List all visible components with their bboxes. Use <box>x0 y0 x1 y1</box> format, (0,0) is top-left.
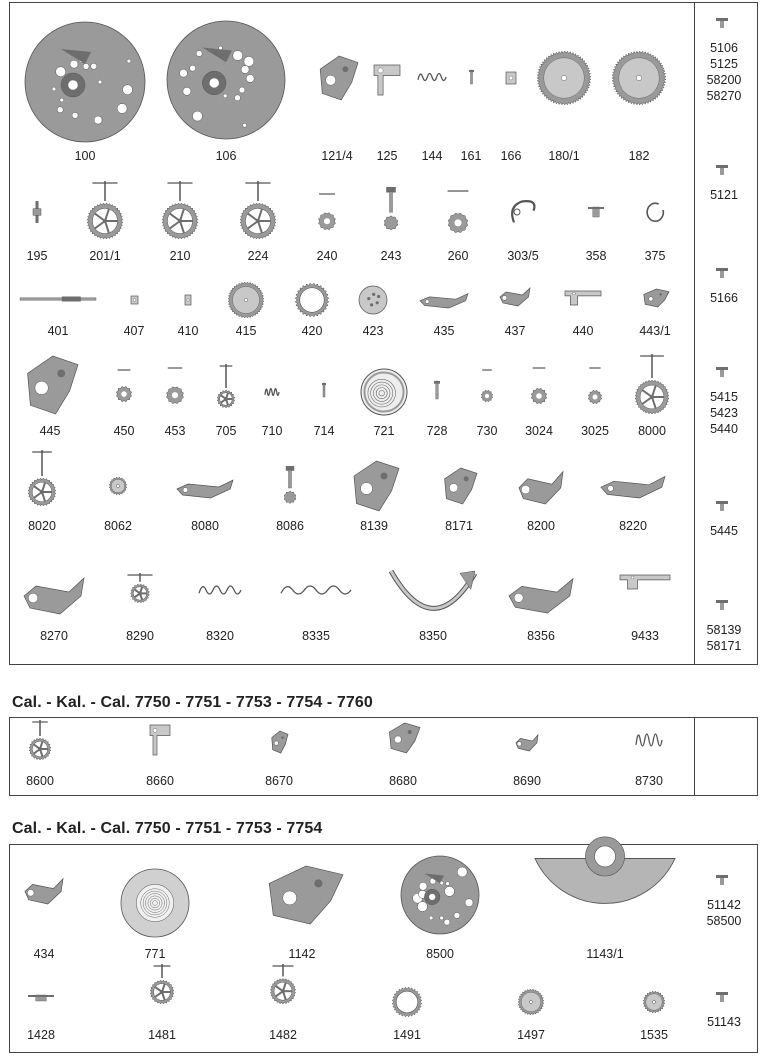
part-number-label: 705 <box>215 424 237 438</box>
screw-numbers <box>689 40 759 104</box>
screw-number-label: 5121 <box>710 188 738 202</box>
part-number-label: 1481 <box>148 1028 176 1042</box>
s1-part-375-illustration <box>646 202 664 222</box>
part-number-label: 1482 <box>269 1028 297 1042</box>
screw-number-label: 5125 <box>710 57 738 71</box>
s1-part-8270-illustration <box>24 574 84 614</box>
s3-part-1491-illustration <box>392 987 422 1017</box>
s1-part-210-illustration <box>162 181 198 239</box>
part-number-label: 1142 <box>288 947 316 961</box>
screw-number-label: 51142 <box>707 898 741 912</box>
s1-part-260-illustration <box>445 189 471 235</box>
screw-number-label: 58139 <box>706 623 742 637</box>
screw-number-label: 51143 <box>707 1015 741 1029</box>
part-number-label: 1497 <box>517 1028 545 1042</box>
part-number-label: 125 <box>376 149 398 163</box>
part-number-label: 8690 <box>513 774 541 788</box>
s1-part-437-illustration <box>500 286 530 306</box>
s1-part-420-illustration <box>295 283 329 317</box>
screw-number-label: 58200 <box>706 73 742 87</box>
part-number-label: 8000 <box>638 424 666 438</box>
part-number-label: 303/5 <box>507 249 539 263</box>
s1-part-8220-illustration <box>601 474 665 498</box>
screw-number-label: 5445 <box>710 524 738 538</box>
s3-part-1142-illustration <box>261 866 343 924</box>
s1-part-728-illustration <box>434 381 440 399</box>
part-number-label: 453 <box>164 424 186 438</box>
screw-numbers <box>689 187 759 203</box>
part-number-label: 8350 <box>419 629 447 643</box>
s3-part-771-illustration <box>121 869 189 937</box>
s1-part-9433-illustration <box>620 575 670 589</box>
s3-part-434-illustration <box>25 876 63 904</box>
s1-part-705-illustration <box>217 364 235 408</box>
s2-part-8730-illustration <box>636 728 662 752</box>
s3-part-1428-illustration <box>28 995 54 1001</box>
screw-icon <box>716 18 728 28</box>
s1-part-8086-illustration <box>283 466 297 506</box>
s1-part-358-illustration <box>588 207 604 217</box>
part-number-label: 1428 <box>27 1028 55 1042</box>
s1-part-445-illustration <box>22 356 78 414</box>
part-number-label: 8670 <box>265 774 293 788</box>
part-number-label: 8270 <box>40 629 68 643</box>
screw-numbers <box>689 389 759 437</box>
s2-part-8680-illustration <box>386 723 420 753</box>
s1-part-407-illustration <box>131 296 138 304</box>
part-number-label: 721 <box>373 424 395 438</box>
part-number-label: 3025 <box>581 424 609 438</box>
part-number-label: 8080 <box>191 519 219 533</box>
part-number-label: 375 <box>644 249 666 263</box>
part-number-label: 1535 <box>640 1028 668 1042</box>
part-number-label: 201/1 <box>89 249 121 263</box>
screw-number-label: 5415 <box>710 390 738 404</box>
s1-part-180-1-illustration <box>537 51 591 105</box>
s1-part-8290-illustration <box>122 573 158 603</box>
s2-part-8660-illustration <box>150 725 170 755</box>
part-number-label: 730 <box>476 424 498 438</box>
s1-part-714-illustration <box>322 383 326 397</box>
screw-number-label: 58171 <box>706 639 742 653</box>
screw-numbers <box>689 290 759 306</box>
s1-part-182-illustration <box>612 51 666 105</box>
s2-part-8690-illustration <box>516 733 538 751</box>
part-number-label: 728 <box>426 424 448 438</box>
part-number-label: 224 <box>247 249 269 263</box>
screw-number-label: 5106 <box>710 41 738 55</box>
s1-part-8320-illustration <box>199 582 241 598</box>
s1-part-166-illustration <box>506 72 516 84</box>
part-number-label: 8320 <box>206 629 234 643</box>
s2-part-8670-illustration <box>270 731 288 753</box>
s1-part-415-illustration <box>228 282 264 318</box>
part-number-label: 8062 <box>104 519 132 533</box>
screw-numbers <box>689 622 759 654</box>
screw-number-label: 58270 <box>706 89 742 103</box>
part-number-label: 121/4 <box>321 149 353 163</box>
part-number-label: 195 <box>26 249 48 263</box>
s1-part-100-illustration <box>25 22 145 142</box>
s1-part-443-1-illustration <box>641 289 669 307</box>
s1-part-730-illustration <box>481 368 493 404</box>
s1-part-3024-illustration <box>531 366 547 406</box>
s1-part-8335-illustration <box>281 582 351 598</box>
part-number-label: 358 <box>585 249 607 263</box>
s1-part-440-illustration <box>565 291 601 305</box>
screw-icon <box>716 501 728 511</box>
s1-part-106-illustration <box>167 21 285 139</box>
s1-part-3025-illustration <box>588 366 602 406</box>
part-number-label: 401 <box>47 324 69 338</box>
part-number-label: 166 <box>500 149 522 163</box>
s1-part-224-illustration <box>240 181 276 239</box>
part-number-label: 243 <box>380 249 402 263</box>
part-number-label: 3024 <box>525 424 553 438</box>
s2-part-8600-illustration <box>29 720 51 760</box>
screw-numbers <box>689 523 759 539</box>
s1-part-240-illustration <box>317 192 337 232</box>
s1-part-161-illustration <box>469 70 474 84</box>
part-number-label: 8600 <box>26 774 54 788</box>
part-number-label: 144 <box>421 149 443 163</box>
part-number-label: 260 <box>447 249 469 263</box>
part-number-label: 8200 <box>527 519 555 533</box>
part-number-label: 420 <box>301 324 323 338</box>
s1-part-401-illustration <box>20 296 96 302</box>
s1-part-8350-illustration <box>391 571 475 617</box>
part-number-label: 407 <box>123 324 145 338</box>
part-number-label: 437 <box>504 324 526 338</box>
part-number-label: 8356 <box>527 629 555 643</box>
part-number-label: 771 <box>144 947 166 961</box>
part-number-label: 443/1 <box>639 324 671 338</box>
part-number-label: 440 <box>572 324 594 338</box>
part-number-label: 410 <box>177 324 199 338</box>
screw-icon <box>716 268 728 278</box>
s1-part-410-illustration <box>185 295 191 305</box>
part-number-label: 9433 <box>631 629 659 643</box>
s3-part-1497-illustration <box>518 989 544 1015</box>
s1-part-453-illustration <box>166 366 184 406</box>
part-number-label: 435 <box>433 324 455 338</box>
part-number-label: 415 <box>235 324 257 338</box>
part-number-label: 161 <box>460 149 482 163</box>
screw-number-label: 5423 <box>710 406 738 420</box>
part-number-label: 8500 <box>426 947 454 961</box>
part-number-label: 8086 <box>276 519 304 533</box>
s1-part-8020-illustration <box>28 450 56 506</box>
part-number-label: 8220 <box>619 519 647 533</box>
part-number-label: 182 <box>628 149 650 163</box>
section-title-calibers-7760: Cal. - Kal. - Cal. 7750 - 7751 - 7753 - 7754 - 7760 <box>12 694 373 711</box>
screw-number-label: 5440 <box>710 422 738 436</box>
part-number-label: 710 <box>261 424 283 438</box>
part-number-label: 8171 <box>445 519 473 533</box>
part-number-label: 100 <box>74 149 96 163</box>
s1-part-303-5-illustration <box>508 199 538 225</box>
part-number-label: 8680 <box>389 774 417 788</box>
s1-part-201-1-illustration <box>87 181 123 239</box>
screw-icon <box>716 992 728 1002</box>
screw-icon <box>716 875 728 885</box>
s3-part-8500-illustration <box>401 856 479 934</box>
part-number-label: 423 <box>362 324 384 338</box>
s3-part-1481-illustration <box>150 964 174 1004</box>
part-number-label: 8290 <box>126 629 154 643</box>
s3-part-1482-illustration <box>268 964 298 1004</box>
part-number-label: 434 <box>33 947 55 961</box>
screw-column-divider <box>694 718 695 795</box>
screw-number-label: 5166 <box>710 291 738 305</box>
s1-part-125-illustration <box>374 65 400 95</box>
s1-part-243-illustration <box>383 187 399 233</box>
part-number-label: 240 <box>316 249 338 263</box>
part-number-label: 8139 <box>360 519 388 533</box>
part-number-label: 180/1 <box>548 149 580 163</box>
s1-part-195-illustration <box>32 201 42 223</box>
s1-part-423-illustration <box>359 286 387 314</box>
part-number-label: 8730 <box>635 774 663 788</box>
part-number-label: 714 <box>313 424 335 438</box>
part-number-label: 210 <box>169 249 191 263</box>
screw-icon <box>716 165 728 175</box>
s1-part-710-illustration <box>265 385 279 399</box>
part-number-label: 8660 <box>146 774 174 788</box>
screw-icon <box>716 367 728 377</box>
s3-part-1143-1-illustration <box>535 855 675 925</box>
s1-part-8200-illustration <box>519 468 563 504</box>
s1-part-144-illustration <box>418 70 446 84</box>
s1-part-721-illustration <box>361 369 407 415</box>
part-number-label: 106 <box>215 149 237 163</box>
part-number-label: 450 <box>113 424 135 438</box>
s1-part-8080-illustration <box>177 478 233 498</box>
s1-part-435-illustration <box>420 292 468 308</box>
part-number-label: 1491 <box>393 1028 421 1042</box>
part-number-label: 1143/1 <box>586 947 624 961</box>
screw-numbers <box>689 1014 759 1030</box>
s1-part-8171-illustration <box>441 468 477 504</box>
s1-part-121-4-illustration <box>316 56 358 100</box>
screw-numbers <box>689 897 759 929</box>
s3-part-1535-illustration <box>643 991 665 1013</box>
s1-part-8356-illustration <box>509 575 573 613</box>
s1-part-8000-illustration <box>635 354 669 414</box>
part-number-label: 8020 <box>28 519 56 533</box>
section-title-calibers-7754: Cal. - Kal. - Cal. 7750 - 7751 - 7753 - 7754 <box>12 820 323 837</box>
s1-part-8139-illustration <box>349 461 399 511</box>
screw-icon <box>716 600 728 610</box>
screw-number-label: 58500 <box>706 914 742 928</box>
part-number-label: 445 <box>39 424 61 438</box>
s1-part-450-illustration <box>116 368 132 404</box>
s1-part-8062-illustration <box>109 477 127 495</box>
part-number-label: 8335 <box>302 629 330 643</box>
